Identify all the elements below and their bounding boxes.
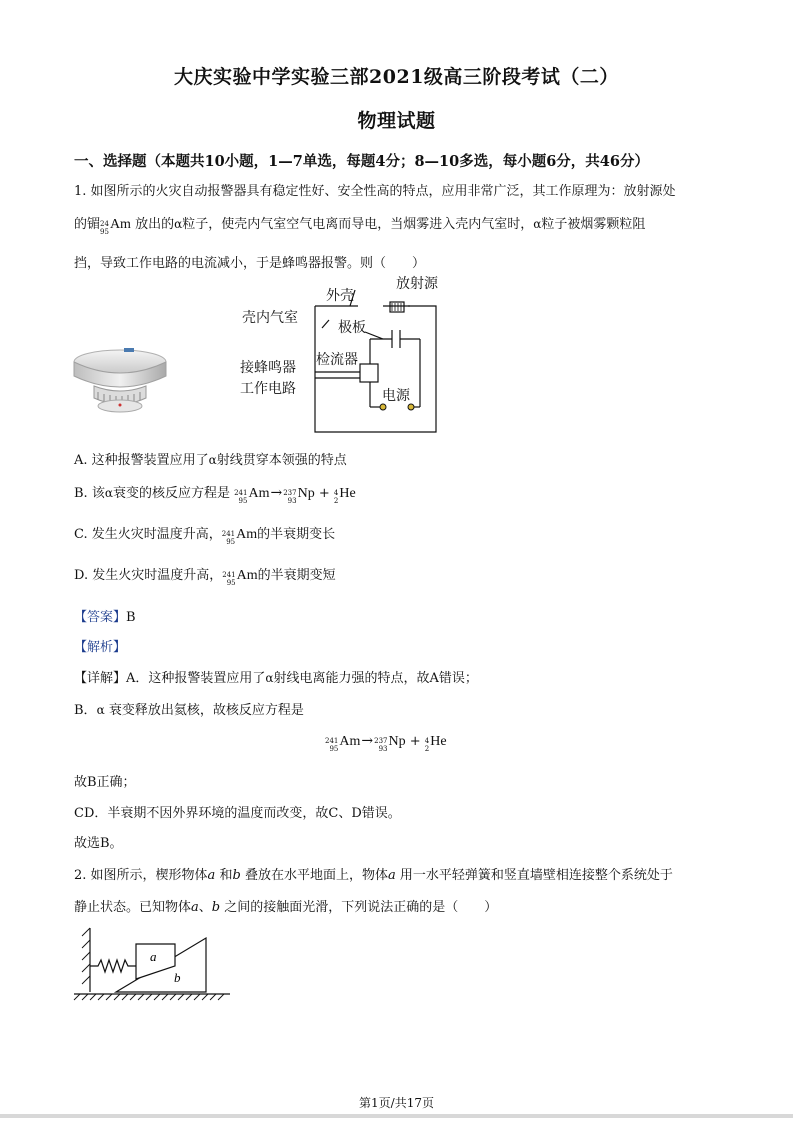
label-buzzer-1: 接蜂鸣器 (240, 360, 296, 376)
am-symbol: Am (109, 217, 131, 232)
var-a: a (207, 868, 216, 883)
q2-line1-post: 用一水平轻弹簧和竖直墙壁相连接整个系统处于 (399, 868, 673, 883)
plus-sign: + (409, 734, 421, 749)
am-charge: 95 (329, 745, 339, 753)
am-symbol: Am (236, 568, 258, 583)
label-detector: 检流器 (316, 352, 358, 368)
q1-line2d: 粒子被烟雾颗粒阻 (541, 217, 646, 232)
cd-explanation: CD．半衰期不因外界环境的温度而改变，故C、D错误。 (74, 806, 401, 821)
analysis-tag: 【解析】 (74, 640, 127, 655)
wedge-diagram (70, 924, 235, 1004)
np-symbol: Np (388, 734, 406, 749)
option-d-pre: D. 发生火灾时温度升高， (74, 568, 223, 583)
option-c[interactable] (74, 527, 335, 546)
am-charge: 95 (226, 579, 236, 587)
he-mass: 4 (424, 737, 430, 745)
exam-title: 大庆实验中学实验三部2021级高三阶段考试（二） (174, 66, 619, 88)
detail-b (74, 702, 304, 719)
am-charge: 95 (238, 497, 248, 505)
alpha-symbol: α (265, 671, 274, 685)
label-chamber: 壳内气室 (242, 310, 298, 326)
q1-line2b: 放出的 (135, 217, 175, 232)
var-b: b (232, 868, 241, 883)
q1-line3: 挡，导致工作电路的电流减小，于是蜂鸣器报警。则（ ） (74, 256, 426, 271)
page-number: 第1页/共17页 (359, 1096, 434, 1110)
q2-line1-mid: 叠放在水平地面上，物体 (244, 868, 388, 883)
nuclide-he (334, 486, 356, 505)
nuclide-np (283, 486, 315, 505)
exam-subtitle: 物理试题 (357, 110, 436, 132)
detail-a-post: 射线电离能力强的特点，故A错误； (273, 671, 478, 686)
np-mass: 237 (374, 737, 388, 745)
b-correct: 故B正确； (74, 775, 136, 790)
label-power: 电源 (382, 388, 410, 404)
q1-line2c: 粒子，使壳内气室空气电离而导电，当烟雾进入壳内气室时， (182, 217, 534, 232)
am-charge: 95 (100, 228, 109, 236)
nuclide-np (374, 734, 406, 753)
q1-line2 (74, 216, 645, 236)
detail-b-post: 衰变释放出氦核，故核反应方程是 (108, 703, 304, 718)
reaction-equation (325, 733, 447, 753)
option-d-post: 的半衰期变短 (257, 568, 336, 583)
q2-line2 (74, 900, 497, 916)
am-mass: 241 (222, 571, 236, 579)
label-shell: 外壳 (326, 288, 354, 304)
q1-line1: 1. 如图所示的火灾自动报警器具有稳定性好、安全性高的特点，应用非常广泛，其工作原理为：放射源处 (74, 184, 676, 199)
smoke-detector-image (70, 340, 170, 420)
arrow-icon: → (361, 733, 374, 749)
am-charge: 95 (226, 538, 236, 546)
alpha-symbol: α (533, 217, 542, 231)
he-charge: 2 (424, 745, 430, 753)
option-a[interactable] (74, 452, 347, 469)
nuclide-am (222, 527, 257, 546)
alpha-symbol: α (208, 453, 217, 467)
he-charge: 2 (333, 497, 339, 505)
am-mass: 241 (234, 489, 248, 497)
page-bottom-bar (0, 1114, 793, 1118)
alpha-symbol: α (174, 217, 183, 231)
option-d[interactable] (74, 568, 336, 587)
np-charge: 93 (378, 745, 388, 753)
label-source: 放射源 (396, 276, 438, 292)
final-choice: 故选B。 (74, 836, 123, 851)
detail-a (74, 670, 478, 687)
np-mass: 237 (283, 489, 297, 497)
detail-tag: 【详解】 (74, 671, 127, 686)
option-a-post: 射线贯穿本领强的特点 (216, 453, 347, 468)
alpha-symbol: α (96, 703, 105, 717)
label-b: b (174, 970, 181, 985)
detail-b-pre: B． (74, 703, 97, 718)
q2-and: 和 (219, 868, 233, 883)
am-symbol: Am (339, 734, 361, 749)
alpha-symbol: α (104, 486, 113, 500)
option-b-pre: B. 该 (74, 486, 105, 501)
arrow-icon: → (270, 485, 283, 501)
section-heading: 一、选择题（本题共10小题，1—7单选，每题4分；8—10多选，每小题6分，共46分） (74, 153, 649, 170)
option-c-pre: C. 发生火灾时温度升高， (74, 527, 222, 542)
nuclide-am (325, 734, 360, 753)
spring (90, 960, 136, 972)
q2-line1 (74, 868, 673, 884)
nuclide-am (222, 568, 257, 587)
am-symbol: Am (236, 527, 258, 542)
nuclide-am (100, 217, 131, 236)
am-mass: 241 (221, 530, 236, 538)
q1-line2a: 的镅 (74, 217, 101, 232)
np-symbol: Np (297, 486, 315, 501)
option-c-post: 的半衰期变长 (257, 527, 336, 542)
he-mass: 4 (333, 489, 339, 497)
option-a-pre: A. 这种报警装置应用了 (74, 453, 209, 468)
q2-line1-pre: 2. 如图所示，楔形物体 (74, 868, 208, 883)
label-a: a (150, 949, 157, 964)
var-a: a (191, 900, 199, 915)
shell-outline (315, 306, 436, 432)
he-symbol: He (339, 486, 356, 501)
option-b-mid: 衰变的核反应方程是 (112, 486, 230, 501)
detector-box (360, 364, 378, 382)
var-b: b (211, 900, 221, 915)
np-charge: 93 (287, 497, 297, 505)
am-mass: 24 (100, 220, 109, 228)
label-buzzer-2: 工作电路 (240, 381, 296, 397)
q2-dun: 、 (198, 900, 212, 915)
plus-sign: + (318, 486, 330, 501)
he-symbol: He (430, 734, 447, 749)
answer-line (74, 610, 136, 626)
circuit-diagram (230, 272, 450, 442)
var-a: a (387, 868, 396, 883)
label-plate: 极板 (338, 320, 366, 336)
q2-line2-pre: 静止状态。已知物体 (74, 900, 192, 915)
am-symbol: Am (248, 486, 270, 501)
answer-value: B (126, 610, 136, 625)
option-b[interactable] (74, 485, 356, 505)
answer-tag: 【答案】 (74, 610, 127, 625)
nuclide-am (234, 486, 269, 505)
nuclide-he (425, 734, 447, 753)
am-mass: 241 (325, 737, 339, 745)
q2-line2-post: 之间的接触面光滑，下列说法正确的是（ ） (224, 900, 498, 915)
detail-a-pre: A．这种报警装置应用了 (126, 671, 266, 686)
